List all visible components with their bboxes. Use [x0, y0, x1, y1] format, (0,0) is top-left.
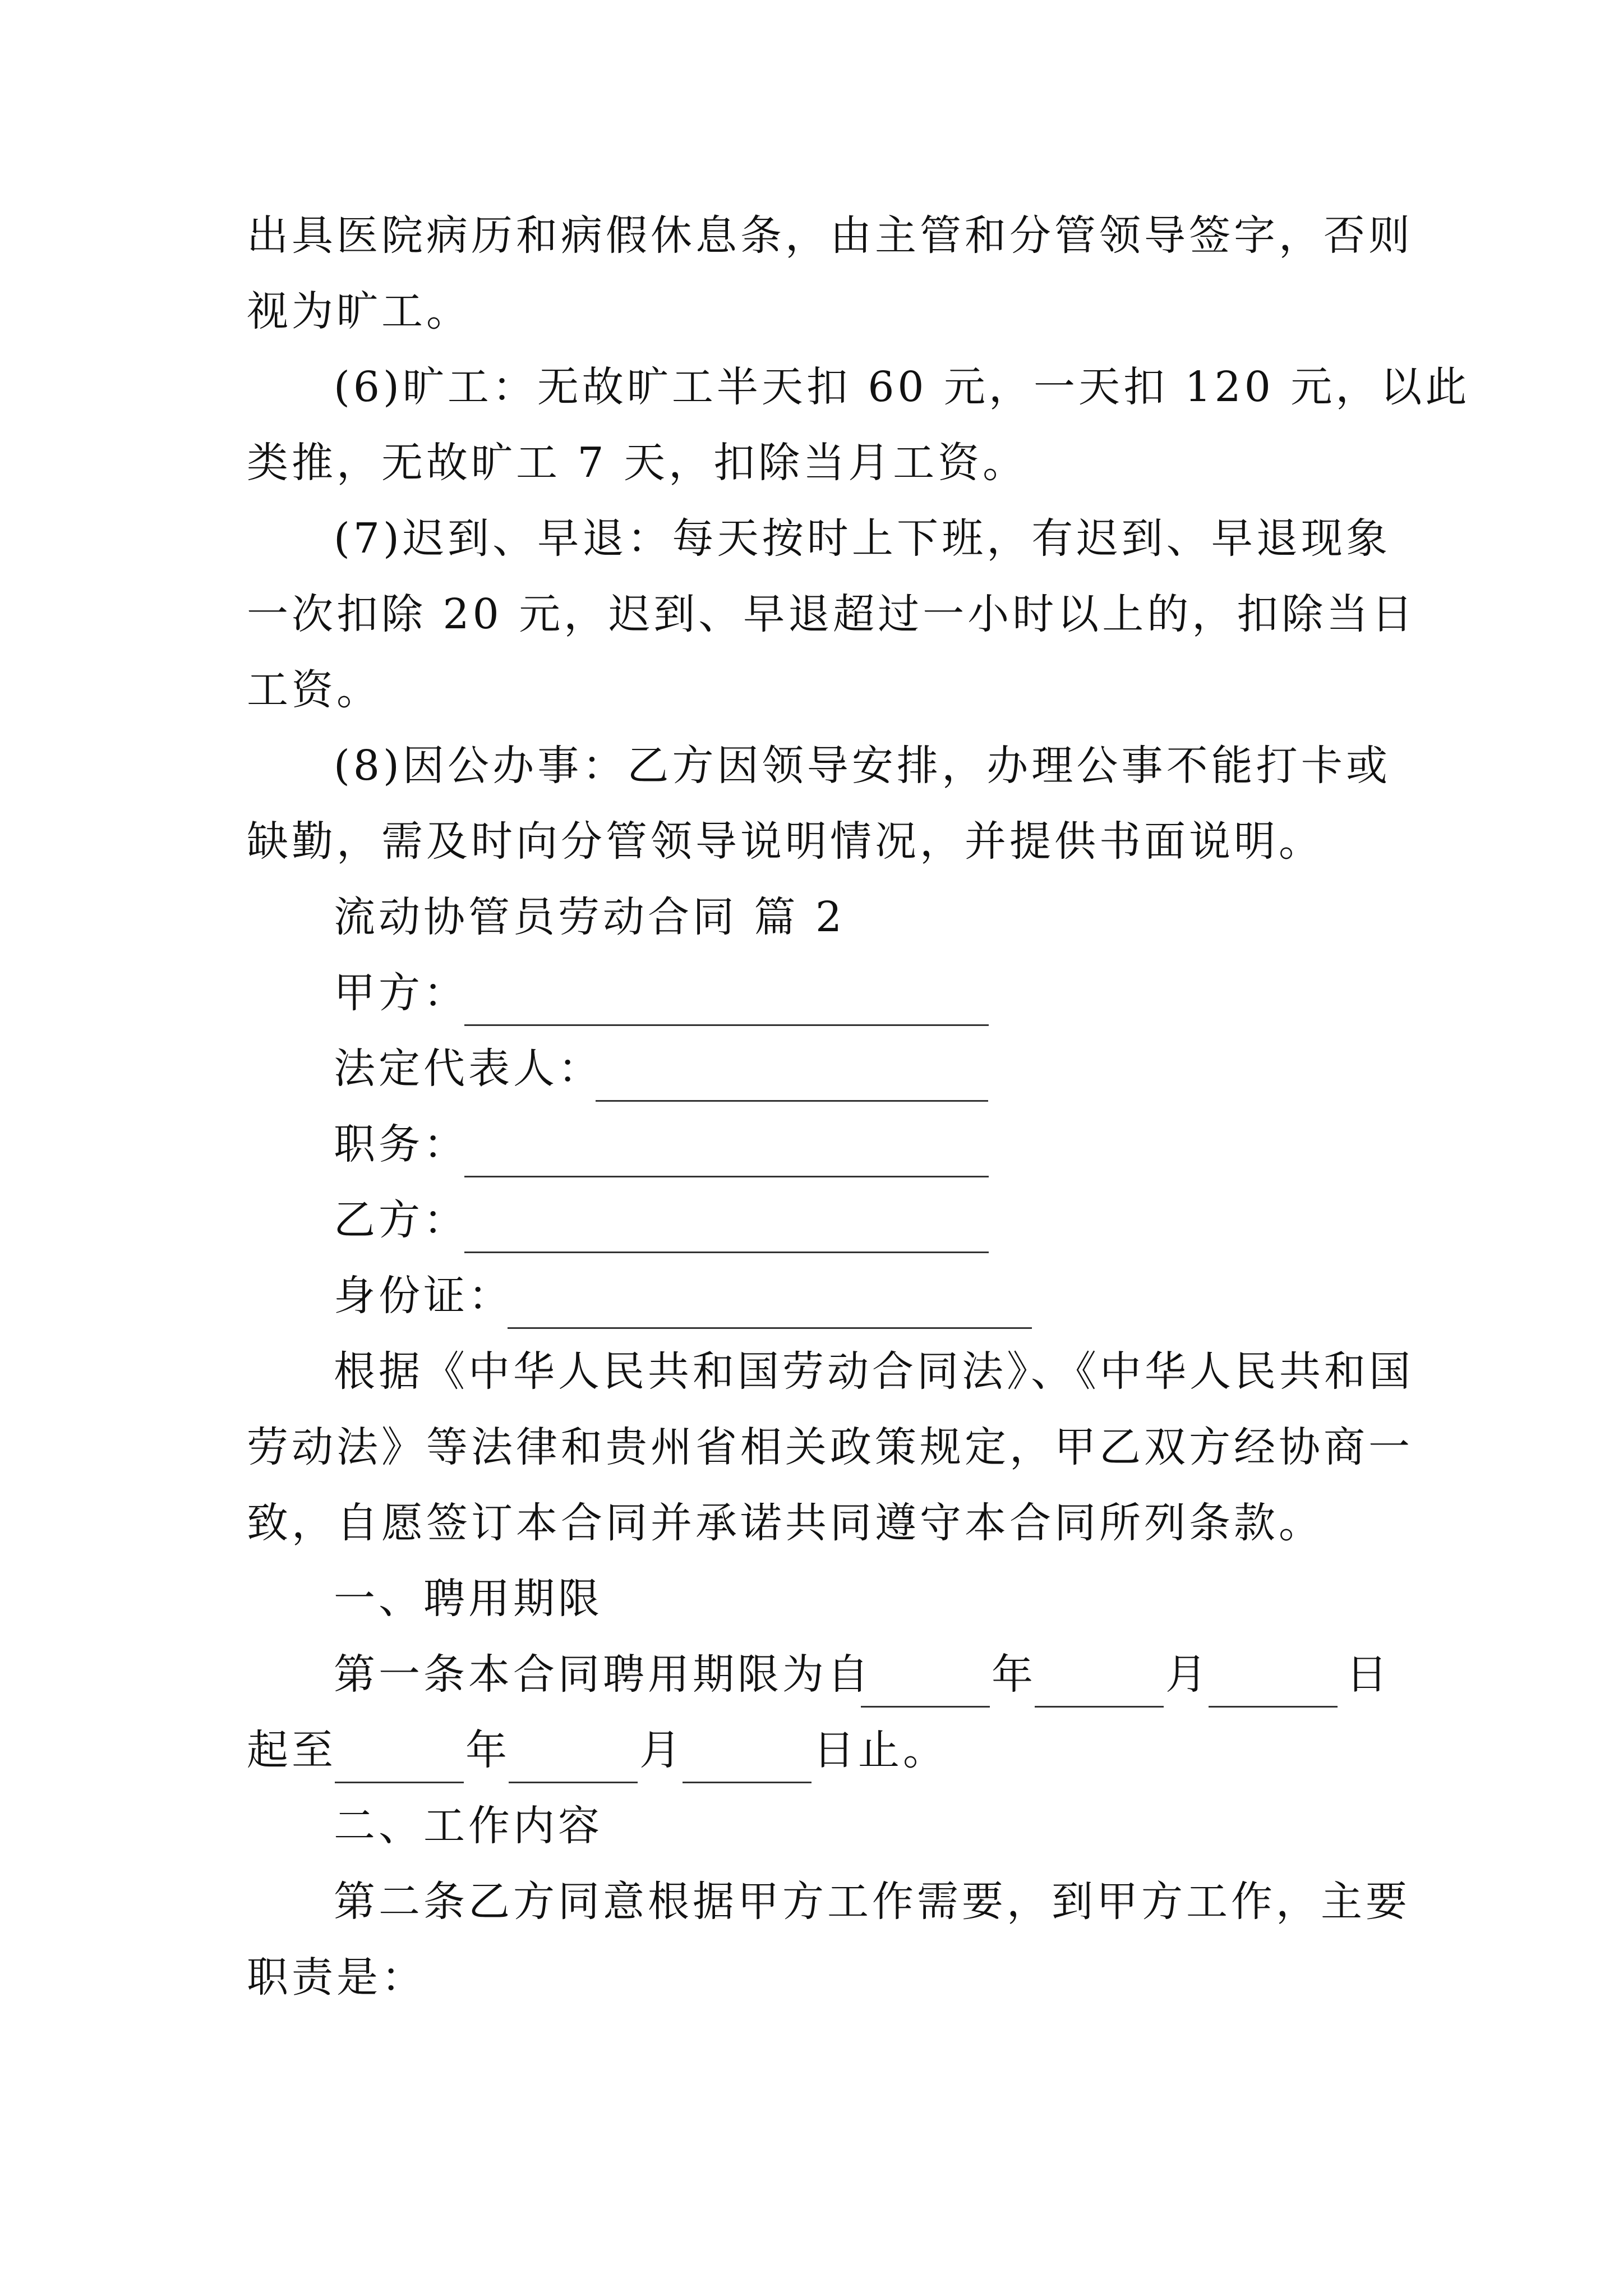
paragraph-line: 出具医院病历和病假休息条，由主管和分管领导签字，否则 [247, 211, 1413, 260]
paragraph-line: 根据《中华人民共和国劳动合同法》、《中华人民共和国 [334, 1347, 1414, 1396]
term-clause-text: 第一条本合同聘用期限为自 [334, 1650, 872, 1699]
end-month-blank [509, 1782, 638, 1783]
term-end-text: 日止。 [813, 1726, 948, 1774]
start-year-blank [861, 1706, 990, 1708]
clause-8-line: (8)因公办事：乙方因领导安排，办理公事不能打卡或 [334, 742, 1391, 790]
section-heading: 一、聘用期限 [334, 1575, 603, 1623]
id-card-label: 身份证： [334, 1272, 513, 1320]
paragraph-line: 第二条乙方同意根据甲方工作需要，到甲方工作，主要 [334, 1878, 1410, 1926]
end-year-blank [335, 1782, 464, 1783]
position-label: 职务： [334, 1120, 468, 1168]
year-label: 年 [465, 1726, 510, 1774]
term-line2-text: 起至 [247, 1726, 336, 1774]
position-blank [464, 1176, 989, 1177]
year-label: 年 [992, 1650, 1036, 1699]
month-label: 月 [639, 1726, 684, 1774]
paragraph-line: 致，自愿签订本合同并承诺共同遵守本合同所列条款。 [247, 1499, 1324, 1547]
paragraph-line: 类推，无故旷工 7 天，扣除当月工资。 [247, 439, 1028, 487]
legal-rep-label: 法定代表人： [334, 1045, 603, 1093]
section-heading: 二、工作内容 [334, 1802, 603, 1850]
paragraph-line: 一次扣除 20 元，迟到、早退超过一小时以上的，扣除当日 [247, 590, 1417, 638]
paragraph-line: 劳动法》等法律和贵州省相关政策规定，甲乙双方经协商一 [247, 1423, 1413, 1471]
day-label: 日 [1346, 1650, 1391, 1699]
section-title: 流动协管员劳动合同 篇 2 [334, 893, 846, 941]
end-day-blank [683, 1782, 811, 1783]
party-b-label: 乙方： [334, 1196, 468, 1244]
clause-6-line: (6)旷工：无故旷工半天扣 60 元，一天扣 120 元，以此 [334, 363, 1470, 411]
id-card-blank [508, 1327, 1032, 1329]
party-a-label: 甲方： [334, 969, 468, 1017]
party-a-blank [464, 1024, 989, 1026]
paragraph-line: 缺勤，需及时向分管领导说明情况，并提供书面说明。 [247, 817, 1324, 866]
clause-7-line: (7)迟到、早退：每天按时上下班，有迟到、早退现象 [334, 514, 1391, 563]
paragraph-line: 视为旷工。 [247, 287, 471, 335]
start-day-blank [1209, 1706, 1338, 1708]
paragraph-line: 职责是： [247, 1953, 426, 2001]
party-b-blank [464, 1251, 989, 1253]
start-month-blank [1035, 1706, 1164, 1708]
paragraph-line: 工资。 [247, 666, 381, 714]
month-label: 月 [1165, 1650, 1210, 1699]
legal-rep-blank [596, 1100, 988, 1102]
